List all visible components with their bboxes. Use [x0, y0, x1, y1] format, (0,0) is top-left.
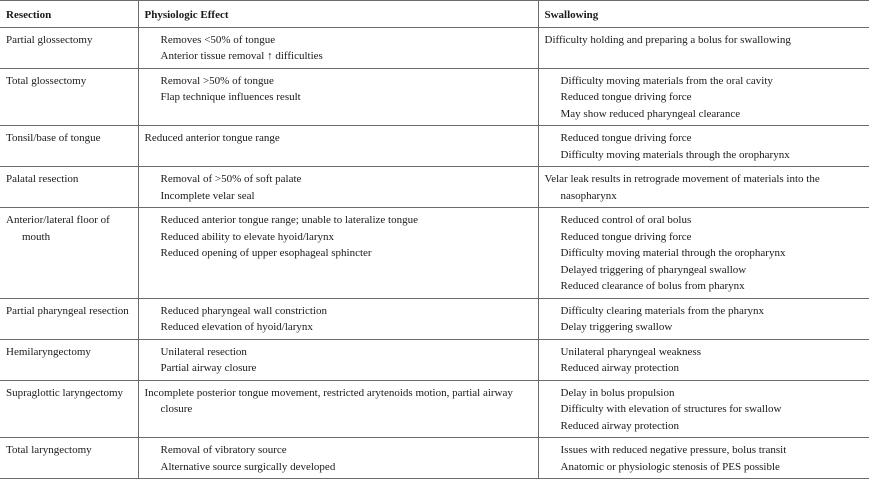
header-physiologic-effect: Physiologic Effect	[138, 1, 538, 28]
swallowing-line: Difficulty moving materials through the oropharynx	[560, 148, 790, 161]
swallowing-cell	[538, 298, 869, 339]
effect-line: Removal >50% of tongue	[160, 74, 274, 87]
resection-name: Supraglottic laryngectomy	[6, 386, 123, 399]
table-row	[0, 339, 869, 380]
resection-cell	[0, 27, 138, 68]
swallowing-line: Unilateral pharyngeal weakness	[560, 345, 701, 358]
swallowing-line: Reduced airway protection	[560, 419, 680, 432]
swallowing-line: Delayed triggering of pharyngeal swallow	[560, 263, 747, 276]
resection-name: Palatal resection	[6, 173, 79, 185]
resection-name: Total glossectomy	[6, 74, 87, 87]
effect-line: Flap technique influences result	[160, 91, 301, 103]
resection-name: Total laryngectomy	[6, 444, 92, 456]
swallowing-line: Issues with reduced negative pressure, bolus transit	[560, 444, 787, 456]
effect-line: Unilateral resection	[160, 345, 247, 358]
effect-line: Reduced anterior tongue range; unable to lateralize tongue	[160, 214, 418, 226]
effect-line: Reduced anterior tongue range	[144, 132, 280, 144]
resection-cell	[0, 298, 138, 339]
resection-cell	[0, 68, 138, 126]
effect-line: Reduced pharyngeal wall constriction	[160, 304, 327, 317]
table-row	[0, 27, 869, 68]
effect-cell	[138, 27, 538, 68]
effect-line: Removal of vibratory source	[160, 444, 287, 456]
swallowing-line: Anatomic or physiologic stenosis of PES possible	[560, 460, 780, 473]
swallowing-cell	[538, 438, 869, 479]
table-row	[0, 126, 869, 167]
header-row	[0, 1, 869, 28]
effect-cell	[138, 438, 538, 479]
effect-line: Alternative source surgically developed	[160, 460, 336, 473]
swallowing-line: Difficulty holding and preparing a bolus for swallowing	[544, 33, 791, 46]
swallowing-line: Delay in bolus propulsion	[560, 386, 675, 399]
resection-name: Partial glossectomy	[6, 33, 93, 46]
swallowing-line: Reduced airway protection	[560, 362, 680, 374]
resection-cell	[0, 126, 138, 167]
swallowing-line: May show reduced pharyngeal clearance	[560, 107, 741, 120]
table-row	[0, 380, 869, 438]
swallowing-line: Reduced clearance of bolus from pharynx	[560, 280, 745, 292]
effect-cell	[138, 208, 538, 299]
swallowing-line: Velar leak results in retrograde movement of materials into the nasopharynx	[544, 173, 820, 202]
effect-cell	[138, 68, 538, 126]
swallowing-cell	[538, 126, 869, 167]
header-resection: Resection	[0, 1, 138, 28]
resection-name: Tonsil/base of tongue	[6, 132, 101, 144]
swallowing-cell	[538, 68, 869, 126]
table-row	[0, 438, 869, 479]
effect-cell	[138, 339, 538, 380]
effect-cell	[138, 380, 538, 438]
swallowing-line: Delay triggering swallow	[560, 321, 673, 333]
effect-line: Incomplete posterior tongue movement, restricted arytenoids motion, partial airway closure	[144, 386, 513, 415]
resection-name: Hemilaryngectomy	[6, 345, 91, 358]
effect-line: Removes <50% of tongue	[160, 33, 276, 46]
swallowing-line: Difficulty moving materials from the oral cavity	[560, 74, 773, 87]
swallowing-line: Reduced tongue driving force	[560, 230, 692, 243]
table-row	[0, 298, 869, 339]
swallowing-cell	[538, 208, 869, 299]
swallowing-line: Difficulty clearing materials from the pharynx	[560, 304, 765, 317]
swallowing-line: Reduced tongue driving force	[560, 132, 692, 144]
swallowing-cell	[538, 380, 869, 438]
resection-cell	[0, 380, 138, 438]
table-row	[0, 208, 869, 299]
resection-cell	[0, 167, 138, 208]
header-swallowing: Swallowing	[538, 1, 869, 28]
swallowing-line: Difficulty moving material through the oropharynx	[560, 247, 786, 259]
resection-cell	[0, 339, 138, 380]
resection-name: Anterior/lateral floor of mouth	[6, 214, 110, 243]
resection-cell	[0, 208, 138, 299]
effect-line: Reduced elevation of hyoid/larynx	[160, 321, 313, 333]
effect-line: Reduced ability to elevate hyoid/larynx	[160, 230, 335, 243]
effect-cell	[138, 167, 538, 208]
effect-line: Reduced opening of upper esophageal sphincter	[160, 247, 372, 259]
swallowing-cell	[538, 27, 869, 68]
resection-cell	[0, 438, 138, 479]
swallowing-line: Reduced control of oral bolus	[560, 214, 692, 226]
effect-line: Removal of >50% of soft palate	[160, 173, 302, 185]
effect-line: Anterior tissue removal ↑ difficulties	[160, 50, 323, 62]
swallowing-line: Reduced tongue driving force	[560, 91, 692, 103]
table-row	[0, 167, 869, 208]
effect-cell	[138, 126, 538, 167]
resection-name: Partial pharyngeal resection	[6, 304, 129, 317]
effect-line: Incomplete velar seal	[160, 189, 255, 202]
swallowing-line: Difficulty with elevation of structures for swallow	[560, 403, 782, 415]
swallowing-cell	[538, 339, 869, 380]
effect-cell	[138, 298, 538, 339]
swallowing-cell	[538, 167, 869, 208]
table-row	[0, 68, 869, 126]
effect-line: Partial airway closure	[160, 362, 257, 374]
